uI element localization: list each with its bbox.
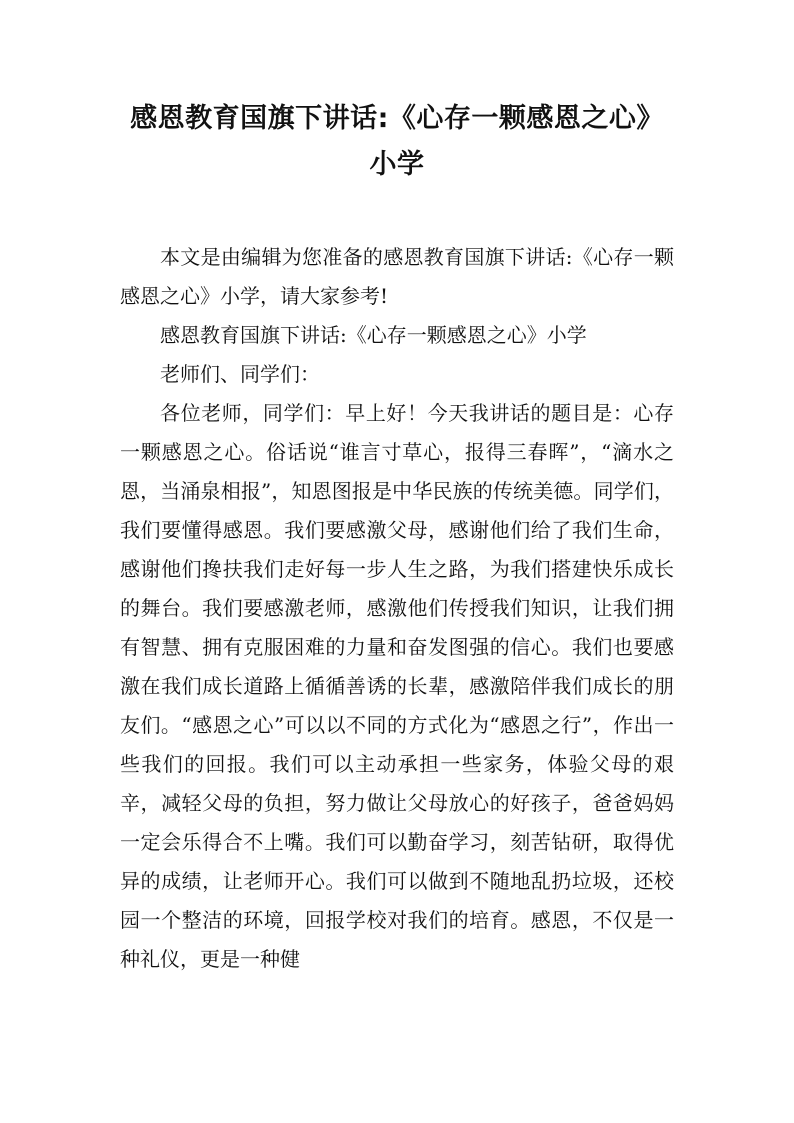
document-title: 感恩教育国旗下讲话:《心存一颗感恩之心》小学 (130, 103, 664, 180)
speech-paragraph: 各位老师，同学们：早上好！今天我讲话的题目是：心存一颗感恩之心。俗话说“谁言寸草心，报得三春晖”，“滴水之恩，当涌泉相报”，知恩图报是中华民族的传统美德。同学们，我们要懂得感恩。我们要感激父母，感谢他们给了我们生命，感谢他们搀扶我们走好每一步人生之路，为我们搭建快乐成长的舞台。我们要感激老师，感激他们传授我们知识，让我们拥有智慧、拥有克服困难的力量和奋发图强的信心。我们也要感激在我们成长道路上循循善诱的长辈，感激陪伴我们成长的朋友们。“感恩之心”可以以不同的方式化为“感恩之行”，作出一些我们的回报。我们可以主动承担一些家务，体验父母的艰辛，减轻父母的负担，努力做让父母放心的好孩子，爸爸妈妈一定会乐得合不上嘴。我们可以勤奋学习，刻苦钻研，取得优异的成绩，让老师开心。我们可以做到不随地乱扔垃圾，还校园一个整洁的环境，回报学校对我们的培育。感恩，不仅是一种礼仪，更是一种健 (120, 401, 674, 971)
salutation: 老师们、同学们： (160, 362, 320, 386)
intro-paragraph: 本文是由编辑为您准备的感恩教育国旗下讲话:《心存一颗感恩之心》小学，请大家参考! (120, 245, 674, 308)
speech-heading: 感恩教育国旗下讲话:《心存一颗感恩之心》小学 (160, 323, 587, 347)
document-body (120, 238, 674, 979)
